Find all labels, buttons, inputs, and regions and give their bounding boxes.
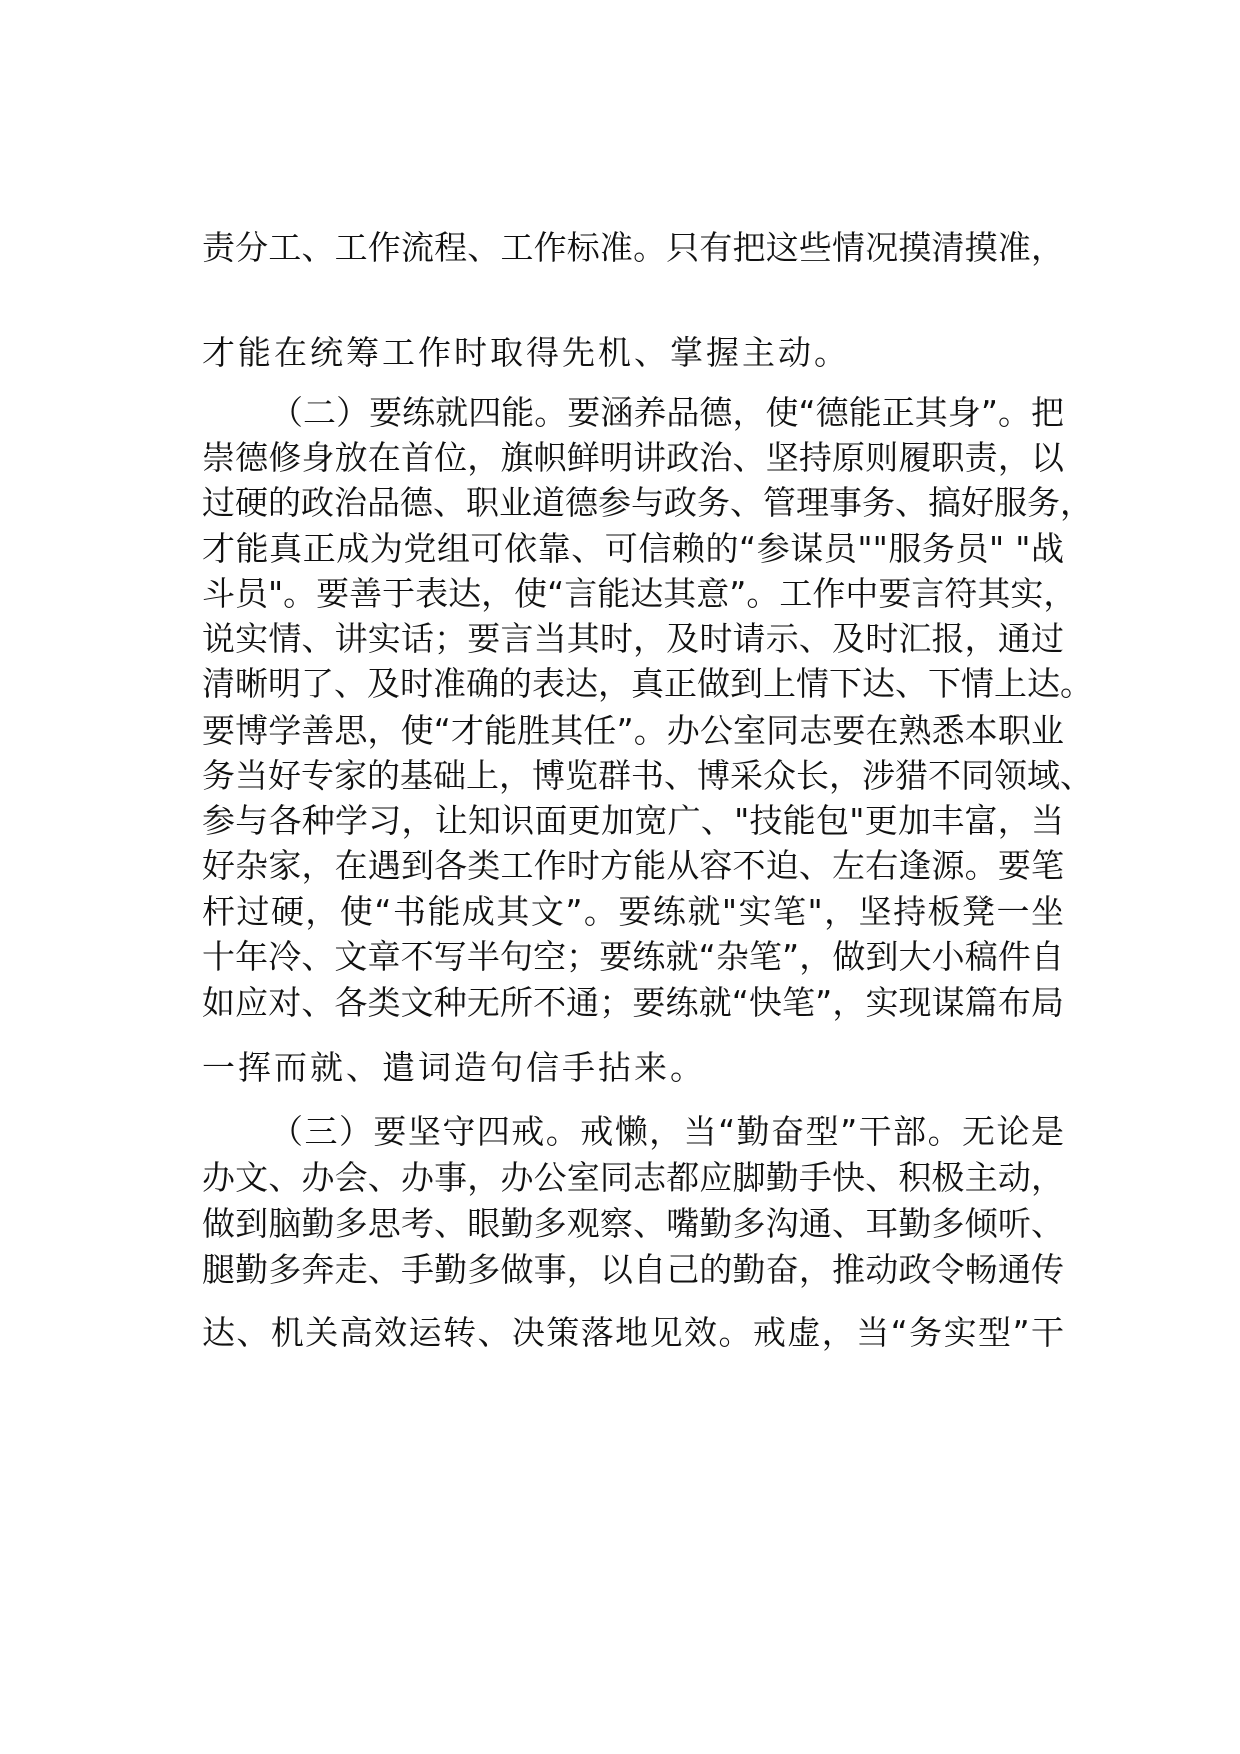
paragraph-line: 要博学善思，使“才能胜其任”。办公室同志要在熟悉本职业 bbox=[202, 711, 1064, 750]
paragraph-line: 说实情、讲实话；要言当其时，及时请示、及时汇报，通过 bbox=[202, 619, 1064, 658]
paragraph-line: 责分工、工作流程、工作标准。只有把这些情况摸清摸准， bbox=[202, 228, 1064, 267]
paragraph-line: 如应对、各类文种无所不通；要练就“快笔”，实现谋篇布局 bbox=[202, 983, 1064, 1022]
paragraph-line: 清晰明了、及时准确的表达，真正做到上情下达、下情上达。 bbox=[202, 664, 1093, 703]
paragraph-line: 参与各种学习，让知识面更加宽广、"技能包"更加丰富，当 bbox=[202, 801, 1064, 840]
paragraph-line: 斗员"。要善于表达，使“言能达其意”。工作中要言符其实， bbox=[202, 574, 1077, 613]
paragraph-line: 杆过硬，使“书能成其文”。要练就"实笔"，坚持板凳一坐 bbox=[202, 892, 1064, 931]
paragraph-line: 才能在统筹工作时取得先机、掌握主动。 bbox=[202, 333, 850, 372]
paragraph-line: 做到脑勤多思考、眼勤多观察、嘴勤多沟通、耳勤多倾听、 bbox=[202, 1204, 1064, 1243]
paragraph-line: 好杂家，在遇到各类工作时方能从容不迫、左右逢源。要笔 bbox=[202, 846, 1064, 885]
paragraph-line: 十年冷、文章不写半句空；要练就“杂笔”，做到大小稿件自 bbox=[202, 937, 1064, 976]
paragraph-line: 过硬的政治品德、职业道德参与政务、管理事务、搞好服务， bbox=[202, 483, 1093, 522]
paragraph-line: 崇德修身放在首位，旗帜鲜明讲政治、坚持原则履职责，以 bbox=[202, 438, 1064, 477]
paragraph-line: （三）要坚守四戒。戒懒，当“勤奋型”干部。无论是 bbox=[270, 1112, 1064, 1151]
paragraph-line: 腿勤多奔走、手勤多做事，以自己的勤奋，推动政令畅通传 bbox=[202, 1250, 1064, 1289]
paragraph-line: 务当好专家的基础上，博览群书、博采众长，涉猎不同领域、 bbox=[202, 756, 1093, 795]
paragraph-line: 一挥而就、遣词造句信手拈来。 bbox=[202, 1048, 706, 1087]
paragraph-line: 才能真正成为党组可依靠、可信赖的“参谋员""服务员" "战 bbox=[202, 529, 1064, 568]
paragraph-line: 达、机关高效运转、决策落地见效。戒虚，当“务实型”干 bbox=[202, 1313, 1064, 1352]
paragraph-line: 办文、办会、办事，办公室同志都应脚勤手快、积极主动， bbox=[202, 1158, 1064, 1197]
paragraph-line: （二）要练就四能。要涵养品德，使“德能正其身”。把 bbox=[270, 393, 1064, 432]
